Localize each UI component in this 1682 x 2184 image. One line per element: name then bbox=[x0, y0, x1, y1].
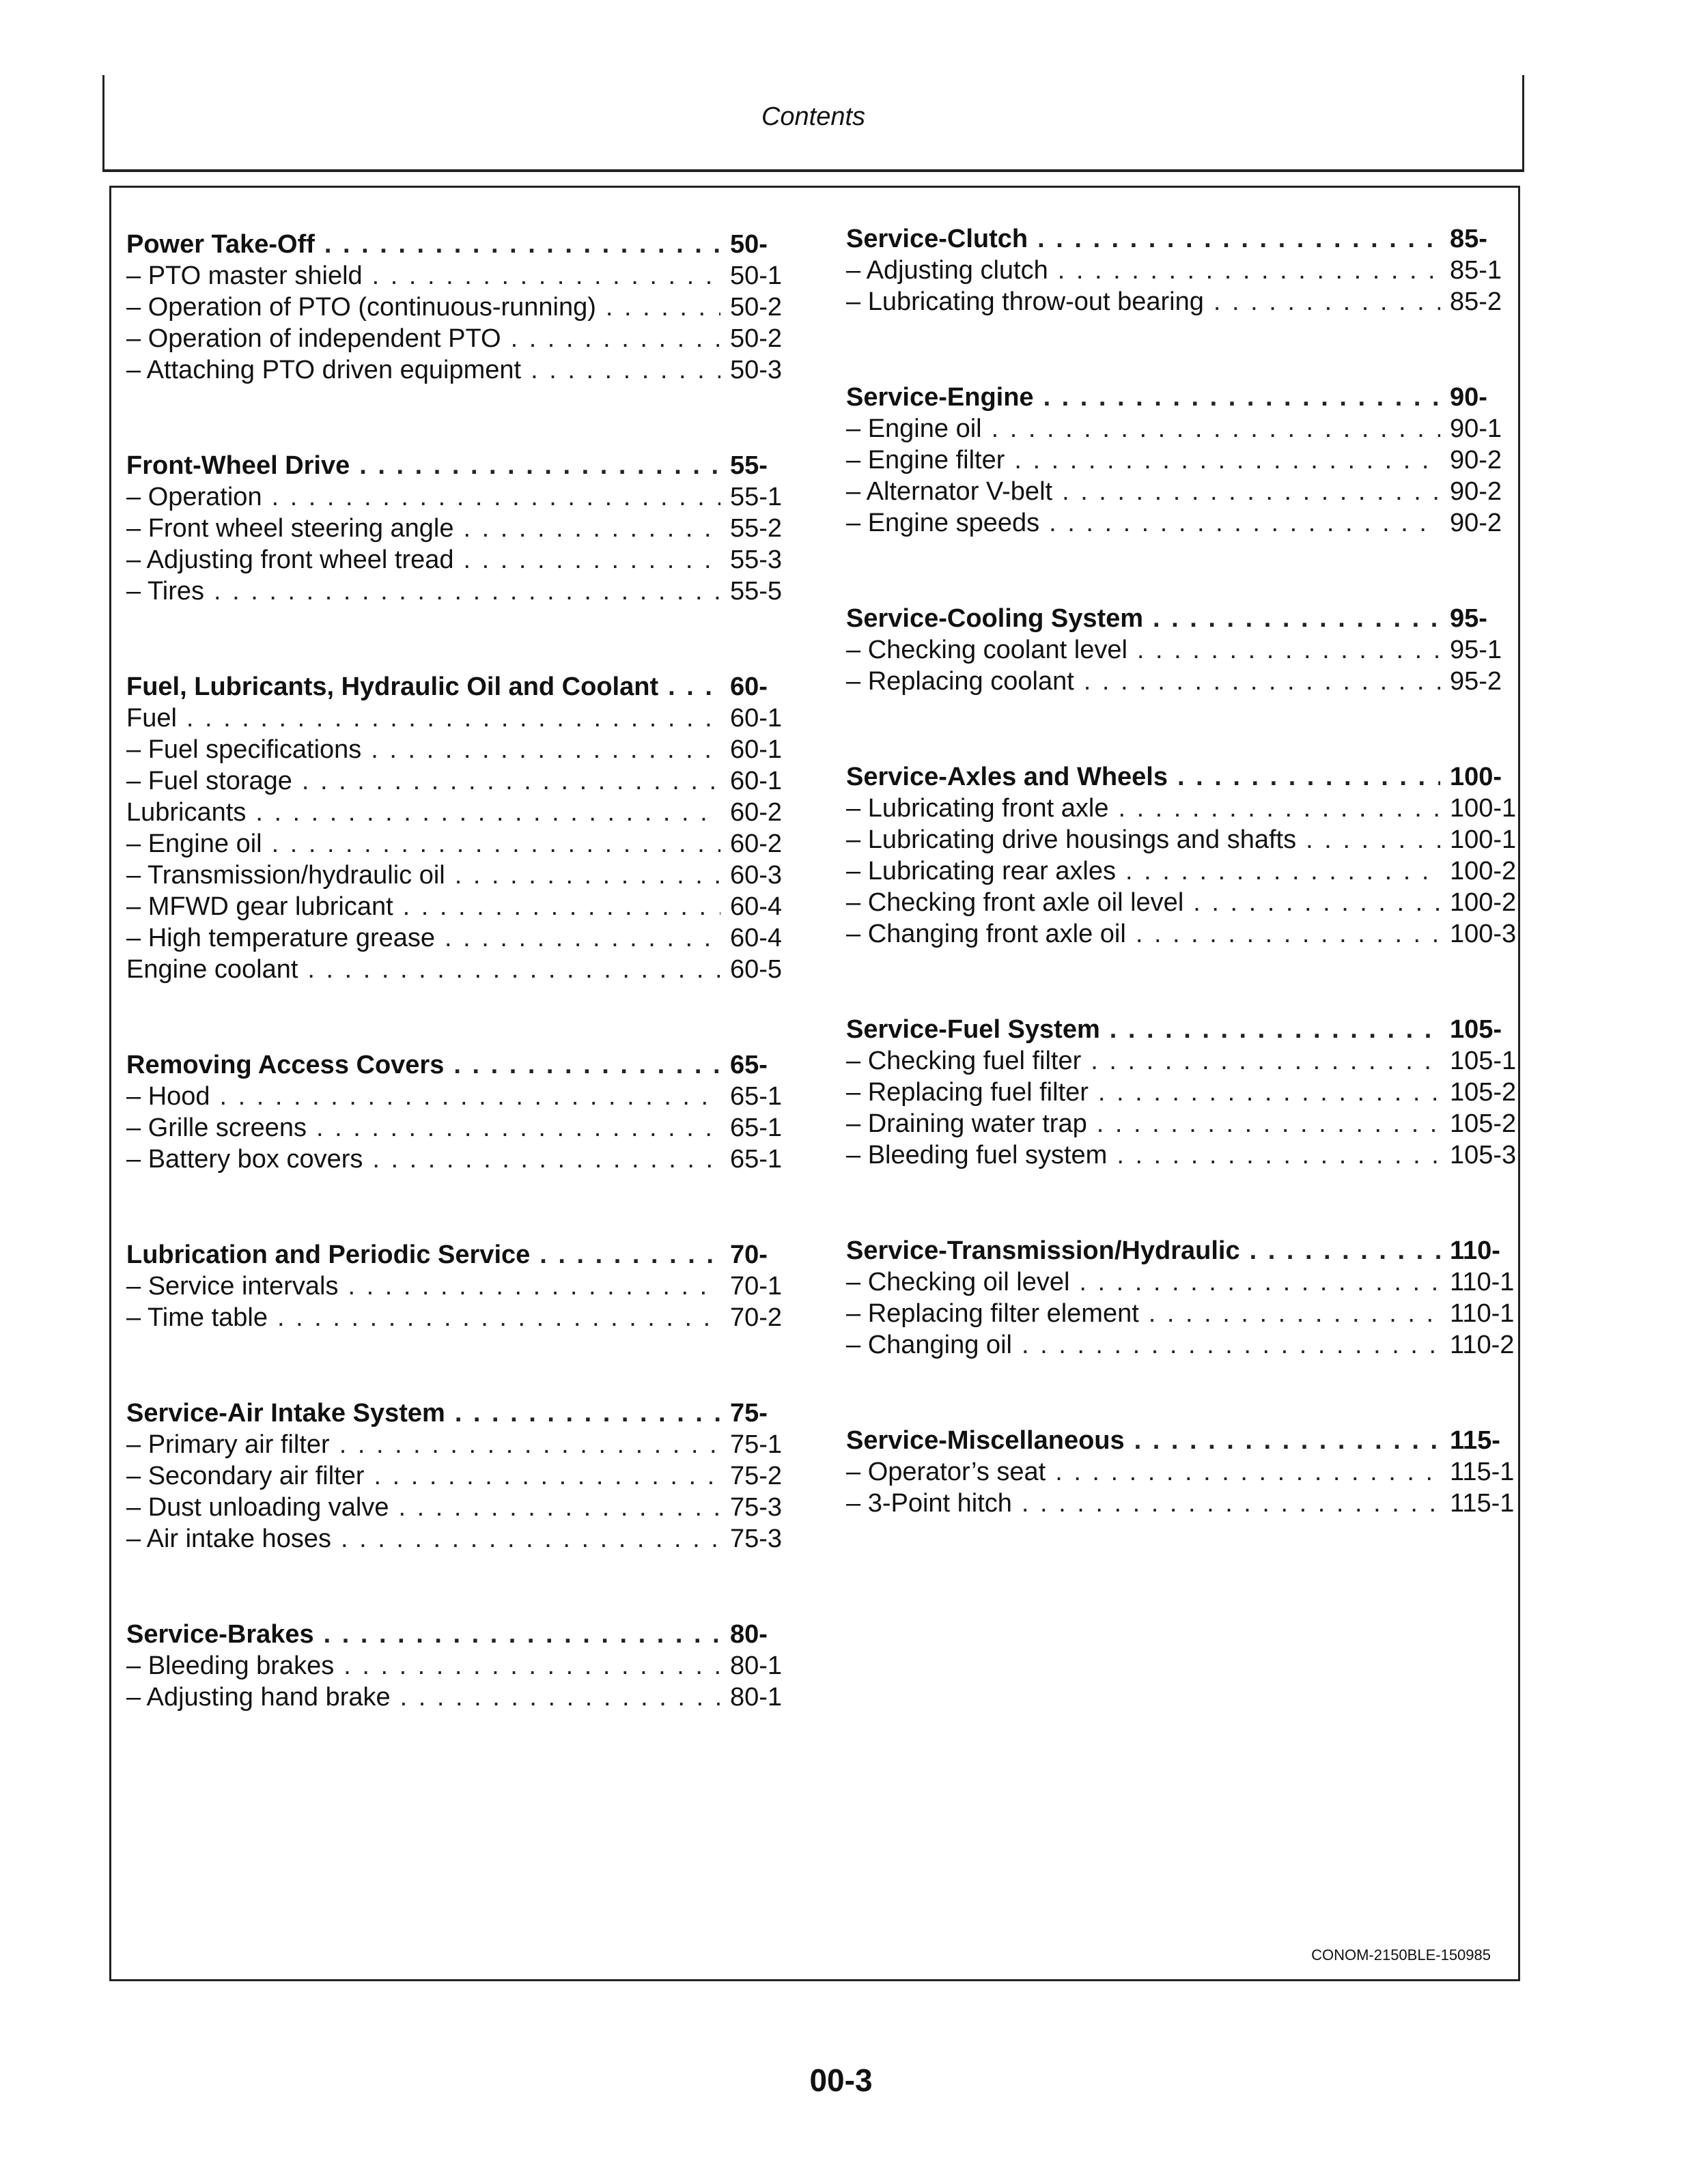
section-page: 90- bbox=[1450, 383, 1487, 412]
entry-page: 105-2 bbox=[1450, 1109, 1517, 1138]
entry-page: 105-1 bbox=[1450, 1047, 1517, 1075]
entry-page: 75-3 bbox=[730, 1493, 783, 1522]
toc-entry[interactable] bbox=[846, 824, 1515, 855]
toc-entry[interactable] bbox=[846, 1298, 1515, 1329]
toc-section bbox=[846, 382, 1515, 539]
dot-leader bbox=[1125, 855, 1440, 887]
entry-page: 65-1 bbox=[730, 1114, 783, 1142]
entry-label: – Replacing filter element bbox=[846, 1299, 1139, 1328]
toc-entry[interactable] bbox=[126, 703, 796, 734]
dot-leader bbox=[1043, 382, 1440, 413]
dot-leader bbox=[453, 1049, 720, 1081]
section-page: 75- bbox=[730, 1399, 768, 1428]
entry-page: 60-4 bbox=[730, 892, 783, 921]
right-column bbox=[846, 223, 1515, 1583]
entry-page: 60-2 bbox=[730, 829, 783, 858]
section-title: Service-Axles and Wheels bbox=[846, 763, 1168, 791]
section-heading[interactable] bbox=[126, 1619, 796, 1650]
dot-leader bbox=[1134, 1425, 1440, 1456]
dot-leader bbox=[1098, 1077, 1440, 1108]
dot-leader bbox=[1149, 1298, 1440, 1329]
entry-label: – Grille screens bbox=[126, 1114, 307, 1142]
entry-page: 80-1 bbox=[730, 1683, 783, 1712]
dot-leader bbox=[464, 513, 720, 544]
dot-leader bbox=[1049, 507, 1440, 539]
entry-page: 85-1 bbox=[1450, 256, 1502, 285]
toc-entry[interactable] bbox=[126, 891, 796, 922]
dot-leader bbox=[348, 1271, 720, 1302]
dot-leader bbox=[511, 323, 720, 354]
dot-leader bbox=[1097, 1108, 1440, 1139]
dot-leader bbox=[1214, 286, 1440, 317]
entry-label: – Engine oil bbox=[126, 829, 262, 858]
page-title: Contents bbox=[761, 102, 866, 131]
dot-leader bbox=[464, 544, 720, 576]
contents-box bbox=[109, 186, 1520, 1981]
dot-leader bbox=[1136, 918, 1440, 950]
section-title: Service-Fuel System bbox=[846, 1015, 1100, 1044]
entry-label: – Secondary air filter bbox=[126, 1462, 365, 1490]
entry-page: 80-1 bbox=[730, 1651, 783, 1680]
toc-entry[interactable] bbox=[126, 765, 796, 797]
entry-page: 105-3 bbox=[1450, 1141, 1517, 1169]
entry-label: – Changing front axle oil bbox=[846, 920, 1126, 948]
section-page: 100- bbox=[1450, 763, 1502, 791]
toc-entry[interactable] bbox=[846, 444, 1515, 476]
dot-leader bbox=[272, 828, 720, 860]
dot-leader bbox=[445, 922, 720, 954]
section-title: Service-Cooling System bbox=[846, 604, 1144, 633]
entry-label: – High temperature grease bbox=[126, 924, 436, 952]
section-title: Service-Engine bbox=[846, 383, 1034, 412]
section-page: 110- bbox=[1450, 1236, 1500, 1265]
entry-page: 110-1 bbox=[1450, 1299, 1515, 1328]
entry-page: 60-3 bbox=[730, 861, 783, 890]
toc-entry[interactable] bbox=[126, 292, 796, 323]
entry-label: – Engine filter bbox=[846, 446, 1005, 474]
section-title: Service-Miscellaneous bbox=[846, 1426, 1125, 1455]
toc-section bbox=[846, 603, 1515, 697]
entry-label: – Engine speeds bbox=[846, 509, 1040, 537]
dot-leader bbox=[1022, 1488, 1440, 1519]
dot-leader bbox=[341, 1523, 720, 1555]
entry-label: – Service intervals bbox=[126, 1272, 339, 1301]
entry-label: – Lubricating throw-out bearing bbox=[846, 287, 1204, 316]
dot-leader bbox=[307, 954, 720, 985]
dot-leader bbox=[1118, 793, 1440, 824]
dot-leader bbox=[372, 260, 720, 292]
dot-leader bbox=[1037, 223, 1440, 255]
dot-leader bbox=[186, 703, 720, 734]
entry-page: 60-1 bbox=[730, 704, 783, 733]
entry-page: 55-2 bbox=[730, 514, 783, 543]
entry-label: – MFWD gear lubricant bbox=[126, 892, 393, 921]
entry-label: – Bleeding fuel system bbox=[846, 1141, 1108, 1169]
entry-label: – Battery box covers bbox=[126, 1145, 363, 1174]
entry-page: 50-2 bbox=[730, 293, 783, 322]
section-page: 70- bbox=[730, 1240, 768, 1269]
toc-section bbox=[846, 223, 1515, 317]
toc-entry[interactable] bbox=[846, 1266, 1515, 1298]
toc-entry[interactable] bbox=[126, 1523, 796, 1555]
section-heading[interactable] bbox=[846, 223, 1515, 255]
toc-entry[interactable] bbox=[846, 286, 1515, 317]
dot-leader bbox=[1137, 634, 1440, 666]
toc-entry[interactable] bbox=[846, 1488, 1515, 1519]
toc-entry[interactable] bbox=[126, 481, 796, 513]
dot-leader bbox=[214, 576, 720, 607]
dot-leader bbox=[272, 481, 720, 513]
section-heading[interactable] bbox=[846, 1014, 1515, 1045]
entry-page: 90-1 bbox=[1450, 414, 1502, 443]
section-page: 60- bbox=[730, 672, 768, 701]
dot-leader bbox=[339, 1429, 720, 1460]
toc-section bbox=[126, 1239, 796, 1333]
section-heading[interactable] bbox=[126, 1049, 796, 1081]
toc-entry[interactable] bbox=[126, 828, 796, 860]
entry-label: – Operation bbox=[126, 483, 262, 511]
toc-entry[interactable] bbox=[126, 1144, 796, 1175]
toc-section bbox=[126, 671, 796, 985]
section-heading[interactable] bbox=[126, 671, 796, 703]
left-column bbox=[126, 229, 796, 1777]
dot-leader bbox=[1250, 1235, 1440, 1266]
toc-section bbox=[846, 1425, 1515, 1519]
section-heading[interactable] bbox=[846, 1425, 1515, 1456]
toc-entry[interactable] bbox=[846, 507, 1515, 539]
dot-leader bbox=[668, 671, 720, 703]
toc-entry[interactable] bbox=[846, 413, 1515, 444]
entry-page: 115-1 bbox=[1450, 1458, 1515, 1486]
dot-leader bbox=[992, 413, 1440, 444]
toc-entry[interactable] bbox=[126, 1429, 796, 1460]
section-title: Removing Access Covers bbox=[126, 1051, 445, 1079]
section-title: Service-Air Intake System bbox=[126, 1399, 445, 1428]
dot-leader bbox=[1153, 603, 1440, 634]
entry-label: – Attaching PTO driven equipment bbox=[126, 356, 522, 384]
entry-label: – Fuel storage bbox=[126, 767, 292, 795]
entry-page: 100-3 bbox=[1450, 920, 1517, 948]
entry-page: 50-2 bbox=[730, 324, 783, 353]
section-heading[interactable] bbox=[846, 382, 1515, 413]
section-heading[interactable] bbox=[846, 1235, 1515, 1266]
toc-entry[interactable] bbox=[126, 1650, 796, 1682]
entry-label: – Time table bbox=[126, 1303, 268, 1332]
dot-leader bbox=[606, 292, 720, 323]
entry-label: – Draining water trap bbox=[846, 1109, 1087, 1138]
dot-leader bbox=[255, 797, 720, 828]
dot-leader bbox=[220, 1081, 720, 1112]
section-page: 50- bbox=[730, 230, 768, 259]
section-title: Fuel, Lubricants, Hydraulic Oil and Coolant bbox=[126, 672, 659, 701]
dot-leader bbox=[1062, 476, 1440, 507]
dot-leader bbox=[316, 1112, 720, 1144]
entry-label: – 3-Point hitch bbox=[846, 1489, 1012, 1518]
toc-entry[interactable] bbox=[126, 797, 796, 828]
entry-label: – Operator’s seat bbox=[846, 1458, 1046, 1486]
toc-section bbox=[846, 1235, 1515, 1361]
dot-leader bbox=[398, 1492, 720, 1523]
toc-entry[interactable] bbox=[846, 887, 1515, 918]
section-title: Service-Brakes bbox=[126, 1620, 314, 1649]
toc-section bbox=[846, 1014, 1515, 1171]
entry-label: – Engine oil bbox=[846, 414, 982, 443]
entry-label: – Operation of PTO (continuous-running) bbox=[126, 293, 596, 322]
toc-entry[interactable] bbox=[846, 255, 1515, 286]
toc-section bbox=[126, 1619, 796, 1713]
entry-page: 110-1 bbox=[1450, 1268, 1515, 1296]
dot-leader bbox=[1058, 255, 1440, 286]
entry-label: – Replacing coolant bbox=[846, 667, 1074, 696]
section-heading[interactable] bbox=[126, 1398, 796, 1429]
dot-leader bbox=[344, 1650, 720, 1682]
entry-label: – Checking oil level bbox=[846, 1268, 1070, 1296]
toc-entry[interactable] bbox=[126, 1302, 796, 1333]
entry-page: 105-2 bbox=[1450, 1078, 1517, 1107]
entry-page: 90-2 bbox=[1450, 477, 1502, 506]
section-heading[interactable] bbox=[126, 1239, 796, 1271]
toc-entry[interactable] bbox=[846, 855, 1515, 887]
toc-entry[interactable] bbox=[126, 323, 796, 354]
section-heading[interactable] bbox=[126, 229, 796, 260]
entry-label: Engine coolant bbox=[126, 955, 298, 984]
toc-entry[interactable] bbox=[126, 1271, 796, 1302]
entry-page: 95-2 bbox=[1450, 667, 1502, 696]
toc-entry[interactable] bbox=[126, 1460, 796, 1492]
section-heading[interactable] bbox=[846, 603, 1515, 634]
entry-label: – Checking coolant level bbox=[846, 636, 1127, 664]
entry-label: – Operation of independent PTO bbox=[126, 324, 501, 353]
entry-page: 85-2 bbox=[1450, 287, 1502, 316]
entry-label: Fuel bbox=[126, 704, 177, 733]
toc-entry[interactable] bbox=[126, 576, 796, 607]
section-page: 55- bbox=[730, 451, 768, 480]
dot-leader bbox=[1055, 1456, 1440, 1488]
toc-section bbox=[126, 1398, 796, 1555]
entry-page: 60-5 bbox=[730, 955, 783, 984]
toc-entry[interactable] bbox=[846, 1045, 1515, 1077]
section-heading[interactable] bbox=[126, 450, 796, 481]
toc-section bbox=[126, 450, 796, 607]
dot-leader bbox=[403, 891, 720, 922]
toc-entry[interactable] bbox=[846, 918, 1515, 950]
entry-page: 55-5 bbox=[730, 577, 783, 606]
section-page: 105- bbox=[1450, 1015, 1502, 1044]
entry-page: 60-2 bbox=[730, 798, 783, 827]
dot-leader bbox=[1193, 887, 1440, 918]
entry-label: – Primary air filter bbox=[126, 1430, 330, 1459]
dot-leader bbox=[371, 734, 720, 765]
entry-label: – Checking fuel filter bbox=[846, 1047, 1082, 1075]
entry-label: – Fuel specifications bbox=[126, 735, 362, 764]
entry-page: 60-4 bbox=[730, 924, 783, 952]
dot-leader bbox=[1091, 1045, 1440, 1077]
dot-leader bbox=[455, 860, 720, 891]
entry-label: – Air intake hoses bbox=[126, 1524, 331, 1553]
entry-page: 95-1 bbox=[1450, 636, 1502, 664]
toc-entry[interactable] bbox=[126, 1112, 796, 1144]
toc-entry[interactable] bbox=[126, 1081, 796, 1112]
header-box bbox=[102, 75, 1524, 172]
entry-label: – Changing oil bbox=[846, 1331, 1012, 1359]
section-title: Lubrication and Periodic Service bbox=[126, 1240, 531, 1269]
section-title: Service-Transmission/Hydraulic bbox=[846, 1236, 1240, 1265]
entry-label: – Adjusting clutch bbox=[846, 256, 1048, 285]
dot-leader bbox=[1079, 1266, 1440, 1298]
toc-entry[interactable] bbox=[126, 544, 796, 576]
dot-leader bbox=[1177, 761, 1440, 793]
entry-page: 75-3 bbox=[730, 1524, 783, 1553]
entry-label: – Checking front axle oil level bbox=[846, 888, 1184, 917]
dot-leader bbox=[1014, 444, 1440, 476]
entry-page: 100-1 bbox=[1450, 794, 1517, 823]
dot-leader bbox=[359, 450, 720, 481]
dot-leader bbox=[455, 1398, 720, 1429]
section-heading[interactable] bbox=[846, 761, 1515, 793]
toc-entry[interactable] bbox=[126, 1492, 796, 1523]
section-page: 85- bbox=[1450, 225, 1487, 253]
entry-page: 65-1 bbox=[730, 1082, 783, 1111]
entry-page: 60-1 bbox=[730, 767, 783, 795]
toc-section bbox=[126, 229, 796, 386]
entry-page: 110-2 bbox=[1450, 1331, 1515, 1359]
entry-label: – Lubricating drive housings and shafts bbox=[846, 825, 1297, 854]
toc-entry[interactable] bbox=[126, 260, 796, 292]
entry-page: 115-1 bbox=[1450, 1489, 1515, 1518]
section-page: 80- bbox=[730, 1620, 768, 1649]
entry-page: 55-3 bbox=[730, 545, 783, 574]
dot-leader bbox=[1110, 1014, 1440, 1045]
toc-entry[interactable] bbox=[126, 860, 796, 891]
toc-section bbox=[126, 1049, 796, 1175]
dot-leader bbox=[302, 765, 720, 797]
entry-page: 50-1 bbox=[730, 261, 783, 290]
entry-label: – Alternator V-belt bbox=[846, 477, 1053, 506]
page-number: 00-3 bbox=[809, 2062, 873, 2098]
entry-page: 55-1 bbox=[730, 483, 783, 511]
dot-leader bbox=[324, 229, 720, 260]
entry-label: – PTO master shield bbox=[126, 261, 363, 290]
entry-label: – Bleeding brakes bbox=[126, 1651, 335, 1680]
toc-entry[interactable] bbox=[846, 1329, 1515, 1361]
entry-page: 100-1 bbox=[1450, 825, 1517, 854]
entry-page: 70-1 bbox=[730, 1272, 783, 1301]
entry-page: 50-3 bbox=[730, 356, 783, 384]
toc-entry[interactable] bbox=[126, 1682, 796, 1713]
entry-page: 90-2 bbox=[1450, 446, 1502, 474]
entry-page: 70-2 bbox=[730, 1303, 783, 1332]
toc-entry[interactable] bbox=[126, 513, 796, 544]
entry-label: – Dust unloading valve bbox=[126, 1493, 389, 1522]
entry-label: – Adjusting hand brake bbox=[126, 1683, 391, 1712]
dot-leader bbox=[374, 1460, 721, 1492]
dot-leader bbox=[1306, 824, 1440, 855]
dot-leader bbox=[400, 1682, 720, 1713]
toc-entry[interactable] bbox=[126, 734, 796, 765]
toc-entry[interactable] bbox=[846, 793, 1515, 824]
toc-entry[interactable] bbox=[846, 476, 1515, 507]
document-code: CONOM-2150BLE-150985 bbox=[1311, 1946, 1491, 1963]
toc-entry[interactable] bbox=[846, 1139, 1515, 1171]
entry-label: – Lubricating rear axles bbox=[846, 857, 1116, 885]
entry-page: 75-2 bbox=[730, 1462, 783, 1490]
toc-entry[interactable] bbox=[126, 354, 796, 386]
entry-label: – Transmission/hydraulic oil bbox=[126, 861, 445, 890]
section-title: Front-Wheel Drive bbox=[126, 451, 350, 480]
dot-leader bbox=[324, 1619, 720, 1650]
dot-leader bbox=[1022, 1329, 1440, 1361]
toc-entry[interactable] bbox=[846, 1077, 1515, 1108]
entry-label: – Lubricating front axle bbox=[846, 794, 1109, 823]
entry-page: 100-2 bbox=[1450, 857, 1517, 885]
toc-entry[interactable] bbox=[846, 1456, 1515, 1488]
dot-leader bbox=[539, 1239, 720, 1271]
section-page: 65- bbox=[730, 1051, 768, 1079]
toc-entry[interactable] bbox=[126, 922, 796, 954]
entry-label: – Tires bbox=[126, 577, 205, 606]
toc-entry[interactable] bbox=[846, 666, 1515, 697]
dot-leader bbox=[277, 1302, 720, 1333]
entry-page: 60-1 bbox=[730, 735, 783, 764]
entry-label: – Replacing fuel filter bbox=[846, 1078, 1089, 1107]
section-title: Power Take-Off bbox=[126, 230, 315, 259]
dot-leader bbox=[1084, 666, 1440, 697]
dot-leader bbox=[531, 354, 720, 386]
entry-label: – Adjusting front wheel tread bbox=[126, 545, 454, 574]
toc-entry[interactable] bbox=[126, 954, 796, 985]
toc-section bbox=[846, 761, 1515, 950]
section-title: Service-Clutch bbox=[846, 225, 1028, 253]
entry-label: – Hood bbox=[126, 1082, 210, 1111]
entry-page: 100-2 bbox=[1450, 888, 1517, 917]
entry-page: 90-2 bbox=[1450, 509, 1502, 537]
entry-page: 75-1 bbox=[730, 1430, 783, 1459]
section-page: 115- bbox=[1450, 1426, 1500, 1455]
toc-entry[interactable] bbox=[846, 634, 1515, 666]
entry-label: – Front wheel steering angle bbox=[126, 514, 454, 543]
entry-label: Lubricants bbox=[126, 798, 247, 827]
dot-leader bbox=[1117, 1139, 1440, 1171]
entry-page: 65-1 bbox=[730, 1145, 783, 1174]
dot-leader bbox=[372, 1144, 720, 1175]
section-page: 95- bbox=[1450, 604, 1487, 633]
toc-entry[interactable] bbox=[846, 1108, 1515, 1139]
